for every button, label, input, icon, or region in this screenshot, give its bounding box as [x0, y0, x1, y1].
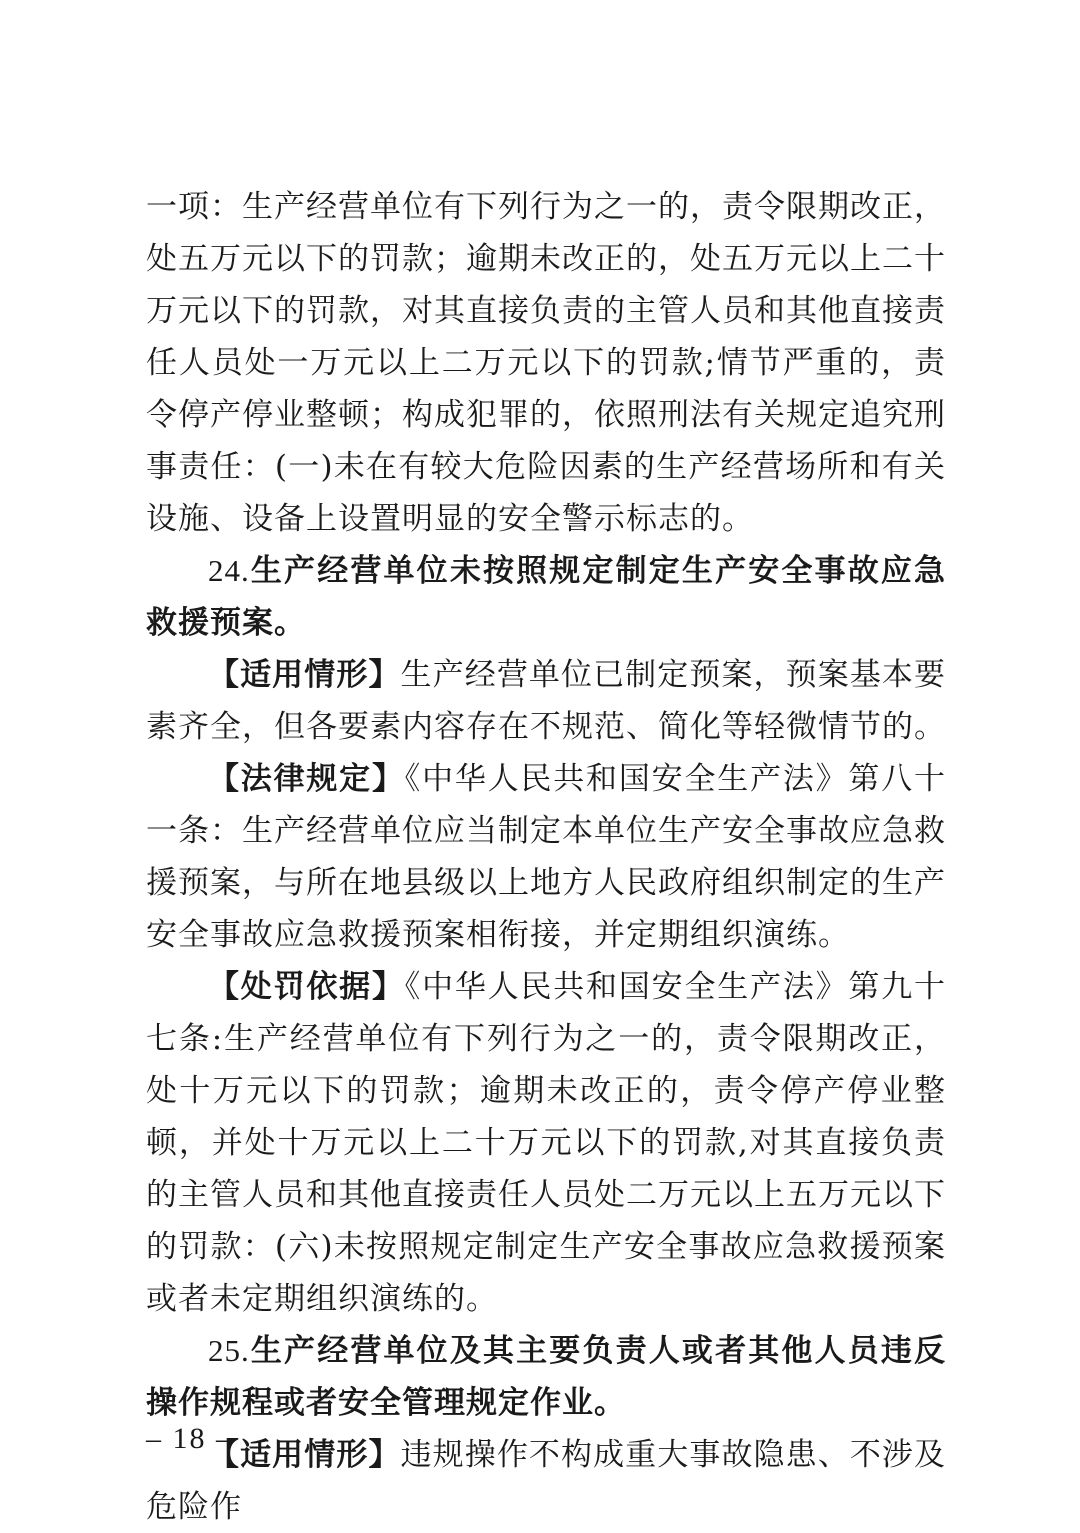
- legal-provision-24: [146, 753, 946, 961]
- penalty-basis-text: 《中华人民共和国安全生产法》第九十七条:生产经营单位有下列行为之一的，责令限期改正，处十万元以下的罚款；逾期未改正的，责令停产停业整顿，并处十万元以上二十万元以下的罚款,对其直接负责的主管人员和其他直接责任人员处二万元以上五万元以下的罚款：(六)未按照规定制定生产安全事故应急救援预案或者未定期组织演练的。: [146, 969, 947, 1317]
- document-body: [146, 181, 946, 1533]
- penalty-basis-24: [146, 961, 946, 1325]
- section-number: 25.: [208, 1333, 250, 1368]
- label-applicable-situation: 【适用情形】: [208, 1437, 401, 1473]
- applicable-situation-25: [146, 1429, 946, 1533]
- section-title: 生产经营单位未按照规定制定生产安全事故应急救援预案。: [146, 553, 946, 641]
- section-heading-25: [146, 1325, 946, 1429]
- label-legal-provision: 【法律规定】: [208, 761, 405, 797]
- section-title: 生产经营单位及其主要负责人或者其他人员违反操作规程或者安全管理规定作业。: [146, 1333, 946, 1421]
- section-number: 24.: [208, 553, 250, 588]
- paragraph-continuation: 一项：生产经营单位有下列行为之一的，责令限期改正，处五万元以下的罚款；逾期未改正的，处五万元以上二十万元以下的罚款，对其直接负责的主管人员和其他直接责任人员处一万元以上二万元以下的罚款;情节严重的，责令停产停业整顿；构成犯罪的，依照刑法有关规定追究刑事责任：(一)未在有较大危险因素的生产经营场所和有关设施、设备上设置明显的安全警示标志的。: [146, 189, 946, 537]
- page-number: – 18 –: [146, 1422, 233, 1455]
- applicable-situation-24: [146, 649, 946, 753]
- legal-provision-text: 《中华人民共和国安全生产法》第八十一条：生产经营单位应当制定本单位生产安全事故应急救援预案，与所在地县级以上地方人民政府组织制定的生产安全事故应急救援预案相衔接，并定期组织演练。: [146, 761, 947, 953]
- section-heading-24: [146, 545, 946, 649]
- label-penalty-basis: 【处罚依据】: [208, 969, 405, 1005]
- label-applicable-situation: 【适用情形】: [208, 657, 401, 693]
- applicable-situation-text: 违规操作不构成重大事故隐患、不涉及危险作: [146, 1437, 946, 1525]
- applicable-situation-text: 生产经营单位已制定预案，预案基本要素齐全，但各要素内容存在不规范、简化等轻微情节的。: [146, 657, 946, 745]
